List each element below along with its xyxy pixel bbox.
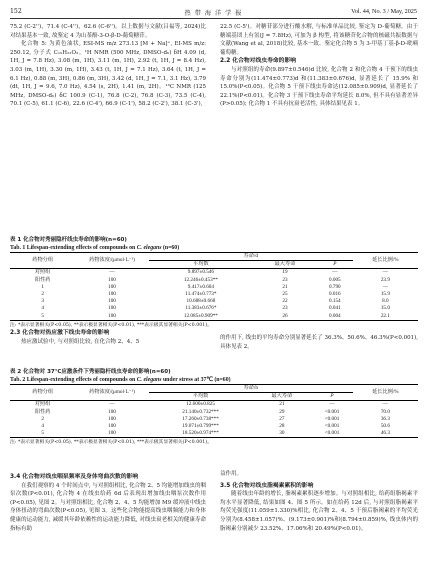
table-2-note: 注: *表示显著相关(P<0.05), **表示极显著相关(P<0.01), ***表示极其显著相关(P<0.001)。 xyxy=(10,440,213,446)
t2-cell: <0.001 xyxy=(324,430,340,437)
t2-cell: 28 xyxy=(279,423,285,430)
table-2-caption-cn: 表 2 化合物对 37℃应激条件下秀丽隐杆线虫寿命的影响(n=60) xyxy=(10,369,171,375)
lifespan-paragraph: 与对照组的寿命(9.897±0.546)d 比较, 化合物 2 和化合物 4 干预下的线虫寿命分别为(11.474±0.773)d 和(11.383±0.676)d, 显著延长了 15.9% 和 15.0%(P<0.05)。化合物 5 干预下线虫寿命达(12.085±0.909)d, 显著延长了 22.1%(P<0.01)。化合物 3 干预下线虫寿命平均延长 8.0%, 但不具有显著差异(P>0.05); 化合物 1 不具有抗衰老活性, 具体结果见表 1。 xyxy=(220,66,418,108)
t1-cell: — xyxy=(382,283,388,290)
right-column-bottom xyxy=(220,470,418,533)
left-column-bottom xyxy=(10,470,206,533)
t2-cell: 70.0 xyxy=(380,408,390,415)
t1-cell: 23.9 xyxy=(380,276,390,283)
t1-cell: 15.0 xyxy=(380,305,390,312)
table-2-head-lifespan: 寿命/h xyxy=(149,385,353,393)
t1-cell: 5 xyxy=(41,312,44,319)
t1-row xyxy=(10,284,418,291)
table-2 xyxy=(10,384,418,438)
t1-cell: 0.016 xyxy=(328,291,341,298)
left-column-mid xyxy=(10,326,206,346)
t1-cell: 1 xyxy=(41,283,44,290)
section-heading-2-3: 2.3 化合物对热应激下线虫寿命的影响 xyxy=(10,330,110,336)
t2-cell: — xyxy=(109,401,115,408)
t2-cell: 21 xyxy=(279,401,285,408)
t1-cell: 2 xyxy=(41,291,44,298)
t1-row xyxy=(10,313,418,321)
table-2-head-p: P xyxy=(330,393,334,400)
t1-cell: — xyxy=(382,269,388,276)
table-1 xyxy=(10,252,418,321)
pharyngeal-paragraph-cont: 益作用。 xyxy=(220,471,243,477)
heat-stress-paragraph-cont: 的作用下, 线虫的平均寿命分别显著延长了 36.3%、50.6%、46.3%(P<0.001), 具体见表 2。 xyxy=(220,335,418,350)
t2-cell: 50.6 xyxy=(380,423,390,430)
t2-cell: 30 xyxy=(279,430,285,437)
heat-stress-paragraph: 热应激试验中, 与对照组比较, 在化合物 2、4、5 xyxy=(21,338,140,345)
t1-cell: 23 xyxy=(282,305,288,312)
t1-cell: 3 xyxy=(41,298,44,305)
t1-cell: 22.1 xyxy=(380,312,390,319)
t1-row xyxy=(10,277,418,284)
compound-4-conclusion: 75.2 (C-2'')，71.4 (C-4'')，62.6 (C-6'')。以上数据与文献(吕福等, 2024)比对结果基本一致, 故鉴定 4 为山茶酚-3-O-β-D-葡萄糖苷。 xyxy=(10,24,206,39)
t1-cell: 12.246±0.453** xyxy=(183,276,218,283)
t2-cell: 36.3 xyxy=(380,415,390,422)
table-1-note: 注: *表示显著相关(P<0.05), **表示极显著相关(P<0.01), ***表示极其显著相关(P<0.001)。 xyxy=(10,322,213,328)
t1-cell: 9.897±0.546 xyxy=(187,269,214,276)
volume-info: Vol. 44, No. 3 / May, 2025 xyxy=(351,8,417,15)
t2-cell: 4 xyxy=(41,423,44,430)
t2-cell: 5 xyxy=(41,430,44,437)
t2-cell: 29 xyxy=(279,408,285,415)
lipofuscin-paragraph: 随着线虫年龄的增长, 脂褐素累积逐步增加。与对照组相比, 给药组脂褐素平均水平显著降低, 结果如图 4、图 5 所示。如在给药 12d 后, 与对照组脂褐素平均荧光强度(11.059±1.330)%相比, 化合物 2、4、5 干预后脂褐素的平均荧光分别为(8.458±1.057)%、(9.173±0.901)%和(8.794±0.859)%, 线虫体内的脂褐素分别减少 23.52%、17.06%和 20.49%(P<0.01)。 xyxy=(220,491,418,532)
compound-5-data: 化合物 5: 为黄色油状, ESI-MS m/z 273.13 [M + Na]⁺, EI-MS m/z: 250.12, 分子式 C₁₅H₂₂O₃。¹H NMR (500 MHz, DMSO-d₆) δH 4.09 (d, 1H, J = 7.8 Hz), 3.08 (m, 1H), 3.11 (m, 1H), 2.92 (t, 1H, J = 8.4 Hz), 3.03 (m, 1H), 3.30 (m, 1H), 3.43 (t, 1H, J = 7.1 Hz), 3.64 (t, 1H, J = 6.1 Hz), 0.88 (m, 3H), 0.86 (m, 3H), 3.42 (d, 1H, J = 7.1, 3.1 Hz), 3.79 (dt, 1H, J = 9.6, 7.0 Hz), 4.54 (s, 2H), 1.41 (m, 2H)。¹³C NMR (125 MHz, DMSO-d₆) δC 100.9 (C-1), 76.8 (C-2), 76.8 (C-3), 73.5 (C-4), 70.1 (C-5), 61.1 (C-6), 22.6 (C-4'), 66.9 (C-1'), 58.2 (C-2'), 38.1 (C-3'), xyxy=(10,41,206,108)
t2-row xyxy=(10,401,418,409)
t2-cell: <0.001 xyxy=(324,415,340,422)
table-1-head-p: P xyxy=(333,261,337,268)
table-2-head-group: 药物分组 xyxy=(32,389,54,396)
t2-cell: 19.071±0.799*** xyxy=(182,423,219,430)
t2-cell: 18.520±0.974*** xyxy=(182,430,219,437)
t1-cell: 0.790 xyxy=(328,283,341,290)
t2-row xyxy=(10,423,418,430)
right-column-mid xyxy=(220,334,418,351)
t1-cell: 8.0 xyxy=(382,298,389,305)
t1-cell: 100 xyxy=(108,291,116,298)
t1-cell: 11.474±0.773* xyxy=(185,291,217,298)
t2-cell: 100 xyxy=(108,430,116,437)
t1-row xyxy=(10,298,418,305)
t1-cell: — xyxy=(109,269,115,276)
t1-cell: 0.005 xyxy=(328,276,341,283)
table-1-block xyxy=(10,236,418,329)
t2-cell: 阳性药 xyxy=(34,408,51,415)
t2-cell: 12.600±0.825 xyxy=(186,401,215,408)
t1-cell: 25 xyxy=(282,291,288,298)
t1-row xyxy=(10,291,418,298)
t2-cell: <0.001 xyxy=(324,423,340,430)
t1-cell: 23 xyxy=(282,276,288,283)
t1-cell: 0.004 xyxy=(328,312,341,319)
t1-row xyxy=(10,269,418,277)
table-2-caption-en: Tab. 2 Lifespan-extending effects of compounds on C. elegans under stress at 37℃ (n=60) xyxy=(10,377,231,383)
t1-cell: 0.154 xyxy=(328,298,341,305)
t1-cell: 100 xyxy=(108,276,116,283)
table-1-head-mean: 平均数 xyxy=(193,261,209,268)
table-2-block xyxy=(10,368,418,446)
t2-cell: 21.140±0.732*** xyxy=(182,408,219,415)
table-1-caption-cn: 表 1 化合物对秀丽隐杆线虫寿命的影响(n=60) xyxy=(10,237,127,243)
t2-row xyxy=(10,409,418,416)
t2-cell: 46.3 xyxy=(380,430,390,437)
t2-cell: 17.260±0.738*** xyxy=(182,415,219,422)
t1-cell: 26 xyxy=(282,312,288,319)
right-column-top xyxy=(220,23,418,109)
t1-cell: — xyxy=(332,269,338,276)
pharyngeal-pumping-paragraph: 在我们观察的 4 个时间点中, 与对照组相比, 化合物 2、5 均能增加线虫的咽泵次数(P<0.01), 化合物 4 在线虫给药 6d 后表现出增加线虫咽泵次数作用(P<0.05), 见图 2。与对照组相比, 化合物 2、4、5 均能增加 M9 缓冲液中线虫身体扭动的弯曲次数(P<0.05), 见图 3。这些化合物能提高线虫咽频能力和身体健康的运动能力, 减缓其年龄依赖性的运动能力降低, 对线虫衰老相关的健康寿命指标有助 xyxy=(10,482,206,532)
t1-cell: 100 xyxy=(108,283,116,290)
t2-cell: 27 xyxy=(279,415,285,422)
t1-cell: 15.9 xyxy=(380,291,390,298)
t2-cell: 100 xyxy=(108,415,116,422)
table-1-caption-en: Tab. 1 Lifespan-extending effects of compounds on C. elegans (n=60) xyxy=(10,245,180,251)
table-2-head-max: 最大寿命 xyxy=(271,393,293,400)
t1-cell: 22 xyxy=(282,298,288,305)
t1-cell: 阳性药 xyxy=(34,276,51,283)
t2-row xyxy=(10,430,418,438)
t1-cell: 10.688±0.668 xyxy=(186,298,216,305)
t1-cell: 11.383±0.676* xyxy=(185,305,217,312)
t2-cell: 对照组 xyxy=(34,401,51,408)
left-column-top xyxy=(10,23,206,109)
table-1-head-max: 最大寿命 xyxy=(274,261,296,268)
t1-cell: 100 xyxy=(108,305,116,312)
t2-cell: <0.001 xyxy=(324,408,340,415)
table-2-head-dose: 药物浓度/(μmol·L⁻¹) xyxy=(89,389,135,396)
table-1-head-extension: 延长比例/% xyxy=(372,257,399,264)
t2-row xyxy=(10,416,418,423)
t2-cell: 100 xyxy=(108,423,116,430)
t1-cell: 19 xyxy=(282,269,288,276)
t2-cell: 2 xyxy=(41,415,44,422)
t1-cell: 对照组 xyxy=(34,269,51,276)
t1-cell: 100 xyxy=(108,312,116,319)
t1-cell: 9.417±0.604 xyxy=(187,283,214,290)
page-number: 152 xyxy=(10,8,22,15)
table-2-head-extension: 延长比例/% xyxy=(372,389,399,396)
journal-title: 热 带 海 洋 学 报 xyxy=(184,10,243,17)
running-header xyxy=(10,7,417,19)
section-heading-3-5: 3.5 化合物对线虫脂褐素累积的影响 xyxy=(220,482,314,489)
section-heading-2-2: 2.2 化合物对线虫寿命的影响 xyxy=(220,58,297,65)
t2-cell: 100 xyxy=(108,408,116,415)
t1-cell: 100 xyxy=(108,298,116,305)
t1-row xyxy=(10,305,418,312)
table-1-head-lifespan: 寿命/d xyxy=(149,253,353,261)
t1-cell: 21 xyxy=(282,283,288,290)
t2-cell: — xyxy=(382,401,388,408)
compound-5-conclusion: 22.5 (C-5')。对糖苷部分进行酸水解, 与标准单品比较, 鉴定为 D-葡萄糖。由于糖端基团上有氢(J = 7.8Hz), 可加为 β 构型, 将该糖苷化合物的核磁共振数据与文献(Wang et al, 2018)比较, 基本一致。鉴定化合物 5 为 3-甲基丁基-β-D-吡喃葡萄糖。 xyxy=(220,24,418,56)
t2-cell: — xyxy=(329,401,335,408)
t1-cell: 0.041 xyxy=(328,305,341,312)
table-1-head-group: 药物分组 xyxy=(32,257,54,264)
section-heading-3-4: 3.4 化合物对线虫咽泵频率及身体弯曲次数的影响 xyxy=(10,474,139,480)
t1-cell: 4 xyxy=(41,305,44,312)
t1-cell: 12.085±0.909** xyxy=(183,312,218,319)
table-2-head-mean: 平均数 xyxy=(192,393,209,400)
table-1-head-dose: 药物浓度/(μmol·L⁻¹) xyxy=(89,257,135,264)
